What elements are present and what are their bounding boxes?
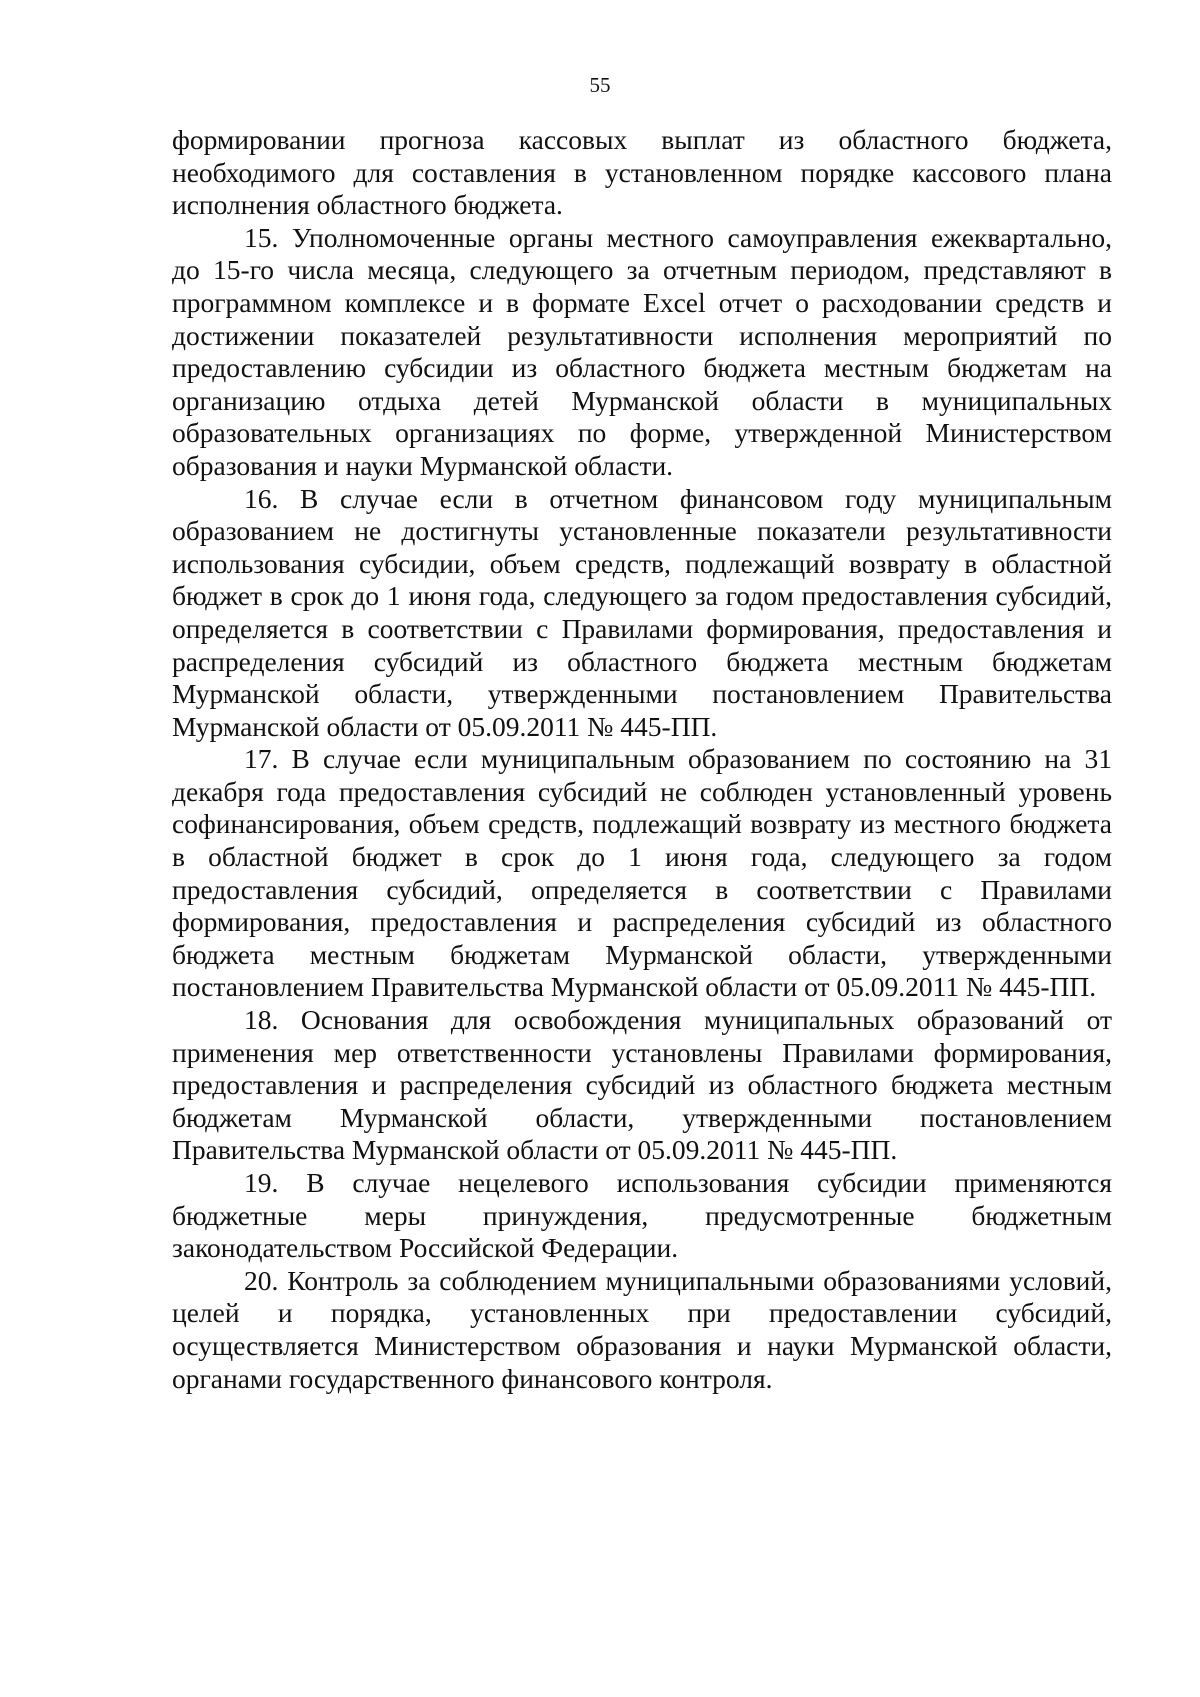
paragraph-continuation: формировании прогноза кассовых выплат из областного бюджета, необходимого для составления в установленном порядке кассового плана исполнения областного бюджета.	[172, 124, 1112, 221]
page-number: 55	[589, 73, 611, 97]
paragraph-item-17: 17. В случае если муниципальным образованием по состоянию на 31 декабря года предоставления субсидий не соблюден установленный уровень софинансирования, объем средств, подлежащий возврату из местного бюджета в областной бюджет в срок до 1 июня года, следующего за годом предоставления субсидий, определяется в соответствии с Правилами формирования, предоставления и распределения субсидий из областного бюджета местным бюджетам Мурманской области, утвержденными постановлением Правительства Мурманской области от 05.09.2011 № 445-ПП.	[172, 743, 1112, 1003]
paragraph-item-19: 19. В случае нецелевого использования субсидии применяются бюджетные меры принуждения, предусмотренные бюджетным законодательством Российской Федерации.	[172, 1167, 1112, 1264]
paragraph-item-15: 15. Уполномоченные органы местного самоуправления ежеквартально, до 15-го числа месяца, следующего за отчетным периодом, представляют в программном комплексе и в формате Excel отчет о расходовании средств и достижении показателей результативности исполнения мероприятий по предоставлению субсидии из областного бюджета местным бюджетам на организацию отдыха детей Мурманской области в муниципальных образовательных организациях по форме, утвержденной Министерством образования и науки Мурманской области.	[172, 221, 1112, 481]
paragraph-item-20: 20. Контроль за соблюдением муниципальными образованиями условий, целей и порядка, установленных при предоставлении субсидий, осуществляется Министерством образования и науки Мурманской области, органами государственного финансового контроля.	[172, 1264, 1112, 1394]
paragraph-item-18: 18. Основания для освобождения муниципальных образований от применения мер ответственности установлены Правилами формирования, предоставления и распределения субсидий из областного бюджета местным бюджетам Мурманской области, утвержденными постановлением Правительства Мурманской области от 05.09.2011 № 445-ПП.	[172, 1004, 1112, 1166]
paragraph-item-16: 16. В случае если в отчетном финансовом году муниципальным образованием не достигнуты установленные показатели результативности использования субсидии, объем средств, подлежащий возврату в областной бюджет в срок до 1 июня года, следующего за годом предоставления субсидий, определяется в соответствии с Правилами формирования, предоставления и распределения субсидий из областного бюджета местным бюджетам Мурманской области, утвержденными постановлением Правительства Мурманской области от 05.09.2011 № 445-ПП.	[172, 482, 1112, 742]
document-body	[172, 124, 1112, 1395]
